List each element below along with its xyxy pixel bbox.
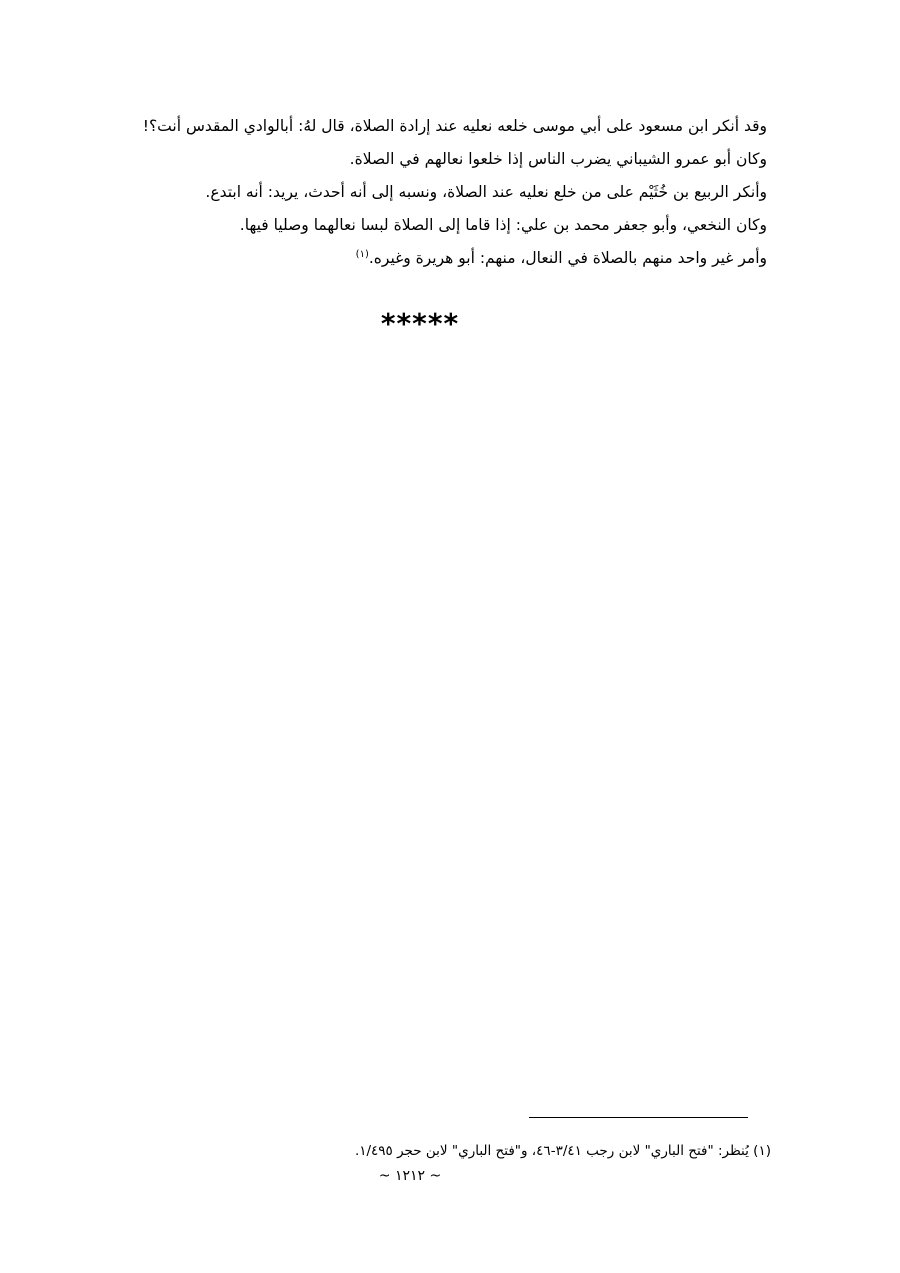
paragraph-text: وأنكر الربيع بن خُثَيْم على من خلع نعليه عند الصلاة، ونسبه إلى أنه أحدث، يريد: أنه ابتدع. <box>205 183 767 201</box>
footnote-divider <box>529 1117 748 1118</box>
footnote-reference[interactable]: (١) <box>355 248 369 260</box>
paragraph <box>135 176 767 209</box>
paragraph <box>135 143 767 176</box>
body-text <box>135 110 767 275</box>
paragraph <box>135 242 767 275</box>
footnote: (١) يُنظر: "فتح الباري" لابن رجب ٣/٤١-٤٦، و"فتح الباري" لابن حجر ١/٤٩٥. <box>354 1143 771 1159</box>
paragraph-text: وكان أبو عمرو الشيباني يضرب الناس إذا خلعوا نعالهم في الصلاة. <box>349 150 767 168</box>
paragraph <box>135 110 767 143</box>
paragraph <box>135 209 767 242</box>
paragraph-text: وقد أنكر ابن مسعود على أبي موسى خلعه نعليه عند إرادة الصلاة، قال لهُ: أبالوادي المقدس أنت؟! <box>142 117 767 135</box>
paragraph-text: وكان النخعي، وأبو جعفر محمد بن علي: إذا قاما إلى الصلاة لبسا نعالهما وصليا فيها. <box>239 216 767 234</box>
paragraph-text: وأمر غير واحد منهم بالصلاة في النعال، منهم: أبو هريرة وغيره. <box>368 249 767 267</box>
section-separator: ***** <box>380 307 460 340</box>
page-number: ~ ١٢١٢ ~ <box>378 1168 442 1184</box>
